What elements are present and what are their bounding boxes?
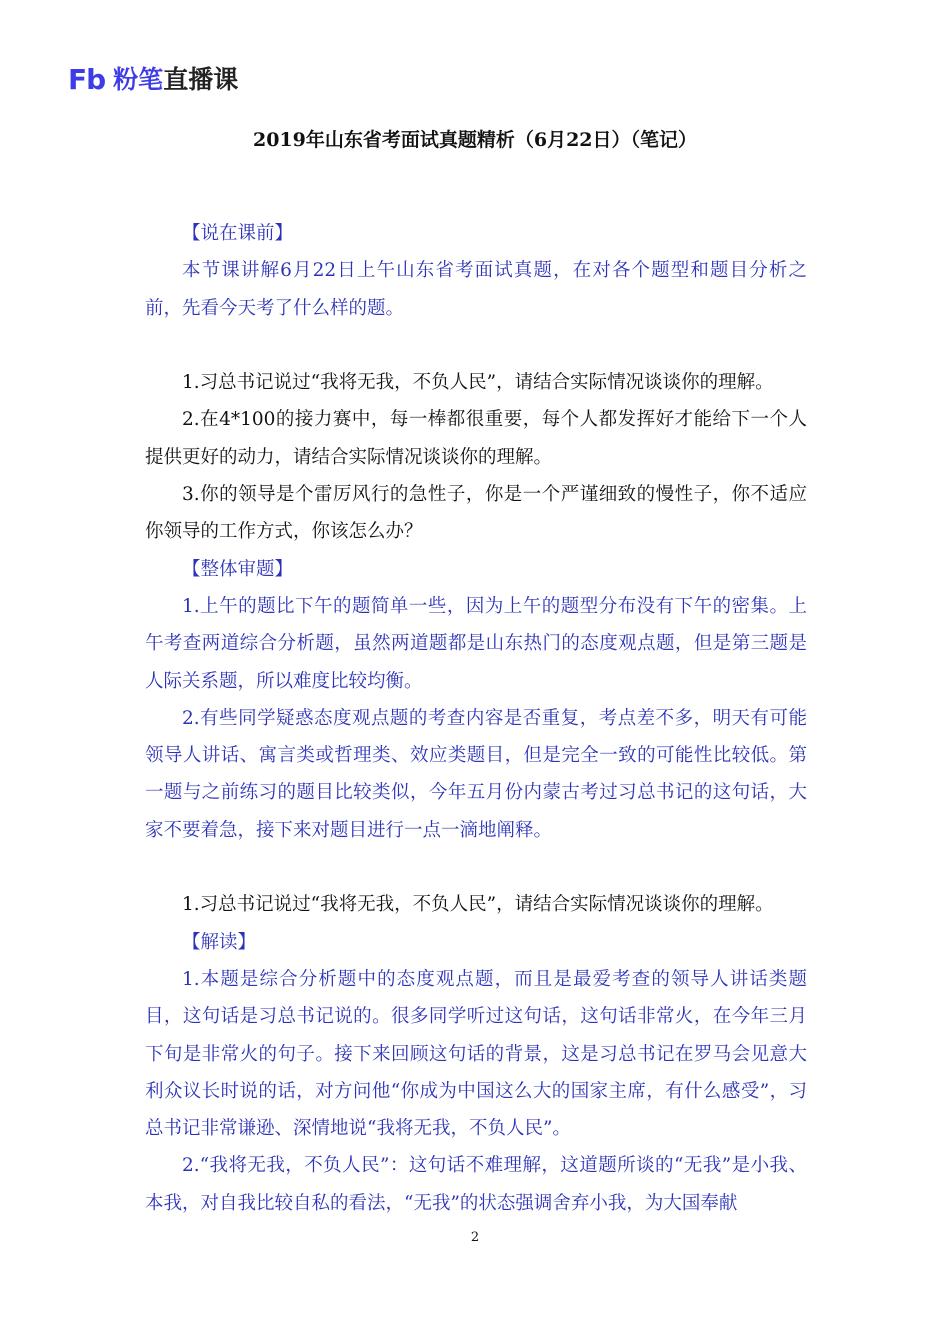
logo-brand: 粉笔 bbox=[113, 65, 164, 94]
paragraph bbox=[145, 849, 807, 886]
paragraph: 【说在课前】 bbox=[182, 223, 294, 244]
page-number: 2 bbox=[470, 1230, 480, 1245]
brand-logo bbox=[68, 60, 238, 100]
paragraph: 2.有些同学疑惑态度观点题的考查内容是否重复，考点差不多，明天有可能领导人讲话、寓言类或哲理类、效应类题目，但是完全一致的可能性比较低。第一题与之前练习的题目比较类似，今年五月份内蒙古考过习总书记的这句话，大家不要着急，接下来对题目进行一点一滴地阐释。 bbox=[145, 707, 807, 841]
paragraph: 2.在4*100的接力赛中，每一棒都很重要，每个人都发挥好才能给下一个人提供更好的动力，请结合实际情况谈谈你的理解。 bbox=[145, 409, 807, 468]
document-title: 2019年山东省考面试真题精析（6月22日）（笔记） bbox=[252, 129, 698, 151]
paragraph: 本节课讲解6月22日上午山东省考面试真题，在对各个题型和题目分析之前，先看今天考了什么样的题。 bbox=[145, 260, 807, 319]
paragraph: 1.本题是综合分析题中的态度观点题，而且是最爱考查的领导人讲话类题目，这句话是习总书记说的。很多同学听过这句话，这句话非常火，在今年三月下旬是非常火的句子。接下来回顾这句话的背景，这是习总书记在罗马会见意大利众议长时说的话，对方问他“你成为中国这么大的国家主席，有什么感受”，习总书记非常谦逊、深情地说“我将无我，不负人民”。 bbox=[145, 968, 807, 1140]
paragraph: 3.你的领导是个雷厉风行的急性子，你是一个严谨细致的慢性子，你不适应你领导的工作方式，你该怎么办？ bbox=[145, 484, 807, 543]
paragraph bbox=[145, 327, 807, 364]
paragraph: 1.上午的题比下午的题简单一些，因为上午的题型分布没有下午的密集。上午考查两道综合分析题，虽然两道题都是山东热门的态度观点题，但是第三题是人际关系题，所以难度比较均衡。 bbox=[145, 595, 807, 692]
fb-logo-icon: Fb bbox=[68, 63, 106, 96]
document-body bbox=[145, 215, 807, 1222]
paragraph: 1.习总书记说过“我将无我，不负人民”，请结合实际情况谈谈你的理解。 bbox=[182, 372, 774, 394]
paragraph: 1.习总书记说过“我将无我，不负人民”，请结合实际情况谈谈你的理解。 bbox=[182, 894, 774, 916]
logo-suffix: 直播课 bbox=[163, 65, 239, 94]
paragraph: 【解读】 bbox=[182, 931, 257, 953]
paragraph: 【整体审题】 bbox=[182, 558, 294, 580]
logo-text bbox=[113, 60, 238, 100]
paragraph: 2.“我将无我，不负人民”：这句话不难理解，这道题所谈的“无我”是小我、本我，对自我比较自私的看法，“无我”的状态强调舍弃小我，为大国奉献 bbox=[145, 1155, 807, 1214]
